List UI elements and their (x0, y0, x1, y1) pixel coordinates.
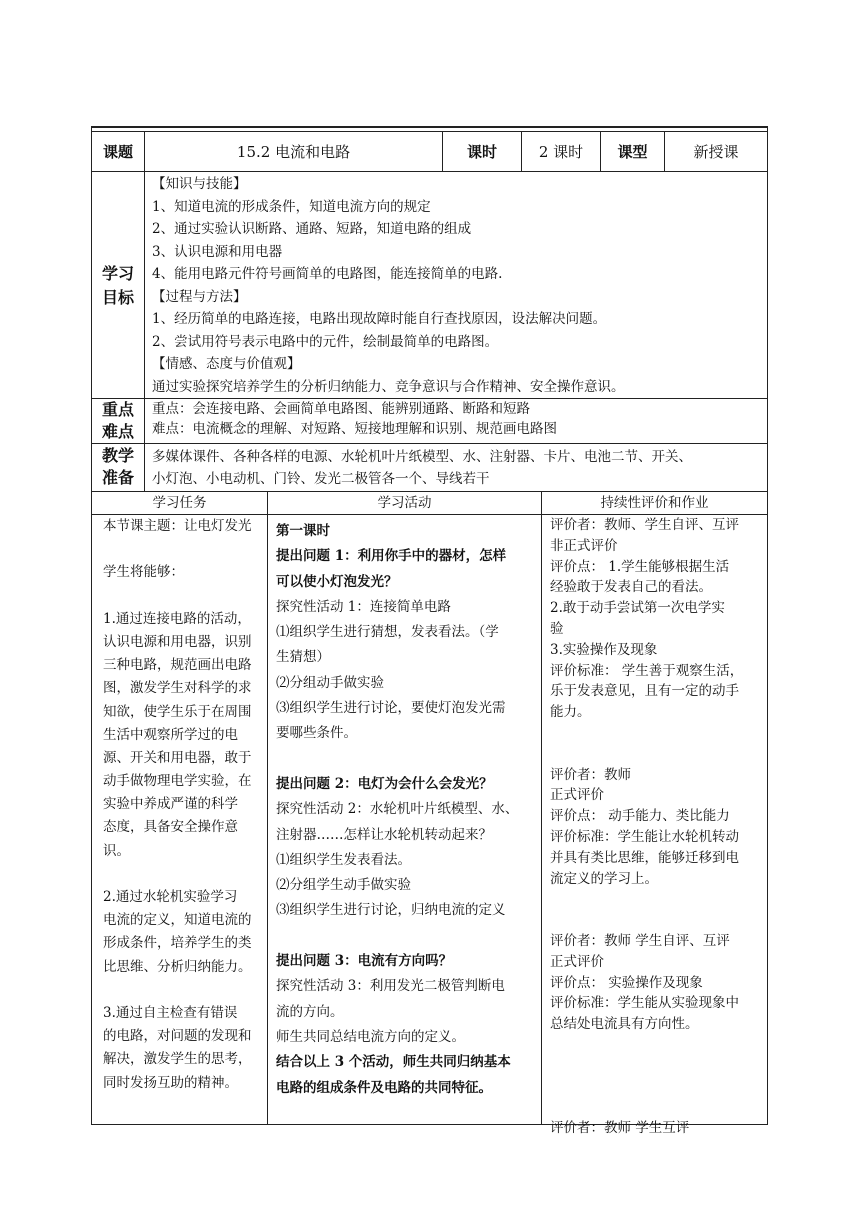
text-line: ⑵分组动手做实验 (276, 674, 384, 691)
text-line (550, 910, 765, 931)
text-line: 2、尝试用符号表示电路中的元件，绘制最简单的电路图。 (152, 333, 499, 350)
text-line: ⑴组织学生进行猜想，发表看法。（学 (276, 624, 499, 641)
topic-label: 课题 (102, 142, 133, 161)
activities-content (276, 519, 538, 1101)
text-line: 3、认识电源和用电器 (152, 243, 283, 260)
text-line: 难点：电流概念的理解、对短路、短接地理解和识别、规范画电路图 (152, 421, 557, 437)
text-line: 生活中观察所学过的电 (103, 726, 238, 743)
text-line: 电路的组成条件及电路的共同特征。 (276, 1079, 492, 1096)
text-line: 的电路，对问题的发现和 (103, 1028, 252, 1045)
text-line: 1、知道电流的形成条件，知道电流方向的规定 (152, 198, 431, 215)
text-line: 探究性活动 2：水轮机叶片纸模型、水、 (276, 801, 519, 818)
goals-content (152, 173, 764, 398)
text-line (276, 747, 538, 772)
text-line: 要哪些条件。 (276, 725, 357, 742)
text-line: 提出问题 2：电灯为会什么会发光？ (276, 775, 493, 792)
text-line: 评价标准： 学生善于观察生活， (550, 662, 744, 679)
text-line: 2.通过水轮机实验学习 (103, 889, 238, 905)
text-line: 评价者：教师 学生自评、互评 (550, 932, 730, 949)
keypoints-content (152, 399, 764, 439)
keypoints-label-line: 重点 (101, 400, 134, 419)
text-line: 形成条件，培养学生的类 (103, 935, 252, 952)
text-line: 流的方向。 (276, 1003, 344, 1020)
hours-label: 课时 (466, 142, 497, 161)
type-label: 课型 (617, 142, 648, 161)
text-line: 【知识与技能】 (152, 176, 247, 192)
text-line: 小灯泡、小电动机、门铃、发光二极管各一个、导线若干 (152, 471, 490, 487)
text-line: 经验敢于发表自己的看法。 (550, 579, 712, 596)
text-line: 【过程与方法】 (152, 288, 247, 305)
preparation-label-line: 准备 (101, 468, 134, 487)
text-line: 识。 (103, 842, 130, 859)
text-line: 3.实验操作及现象 (550, 641, 658, 658)
text-line: ⑶组织学生进行讨论，归纳电流的定义 (276, 902, 506, 919)
text-line: 动手做物理电学实验，在 (103, 773, 252, 790)
text-line: 正式评价 (550, 787, 604, 804)
goals-label (92, 262, 144, 310)
text-line: 实验中养成严谨的科学 (103, 796, 238, 813)
text-line: 评价点： 1.学生能够根据生活 (550, 558, 730, 575)
text-line: 探究性活动 3：利用发光二极管判断电 (276, 978, 505, 995)
text-line (550, 1077, 765, 1098)
text-line: 正式评价 (550, 953, 604, 970)
text-line: 2、通过实验认识断路、通路、短路，知道电路的组成 (152, 221, 472, 237)
text-line: 态度，具备安全操作意 (103, 819, 238, 836)
text-line: 师生共同总结电流方向的定义。 (276, 1028, 465, 1045)
tasks-header: 学习任务 (152, 495, 207, 511)
topic-value: 15.2 电流和电路 (236, 142, 351, 161)
text-line: 并具有类比思维，能够迁移到电 (550, 849, 739, 866)
text-line (550, 1056, 765, 1077)
text-line: 可以使小灯泡发光？ (276, 573, 398, 590)
text-line: 同时发扬互助的精神。 (103, 1074, 238, 1091)
type-value: 新授课 (693, 142, 739, 161)
text-line: 验 (550, 620, 564, 637)
text-line: 知欲，使学生乐于在周围 (103, 703, 252, 720)
text-line: 1、经历简单的电路连接，电路出现故障时能自行查找原因，设法解决问题。 (152, 311, 607, 327)
text-line: 学生将能够： (103, 564, 184, 581)
text-line: 认识电源和用电器，识别 (103, 633, 252, 650)
evaluation-header: 持续性评价和作业 (600, 495, 709, 511)
text-line: 评价点： 动手能力、类比能力 (550, 808, 730, 825)
text-line: 2.敢于动手尝试第一次电学实 (550, 600, 725, 617)
text-line: 提出问题 3：电流有方向吗？ (276, 953, 453, 970)
text-line (550, 723, 765, 744)
preparation-label (92, 445, 144, 489)
text-line (103, 863, 265, 886)
text-line: 电流的定义，知道电流的 (103, 912, 252, 929)
goals-label-line: 学习 (101, 264, 134, 283)
keypoints-label-line: 难点 (101, 422, 134, 441)
text-line (103, 585, 265, 608)
text-line: 第一课时 (276, 523, 330, 539)
text-line: 重点：会连接电路、会画简单电路图、能辨别通路、断路和短路 (152, 401, 530, 417)
text-line: 解决，激发学生的思考， (103, 1051, 252, 1068)
text-line: 总结处电流具有方向性。 (550, 1016, 699, 1033)
text-line: 多媒体课件、各种各样的电源、水轮机叶片纸模型、水、注射器、卡片、电池二节、开关、 (152, 449, 692, 465)
text-line (550, 889, 765, 910)
text-line: 【情感、态度与价值观】 (152, 356, 301, 372)
text-line: 评价者：教师、学生自评、互评 (550, 517, 739, 533)
text-line: 本节课主题：让电灯发光 (103, 518, 252, 534)
text-line: 结合以上 3 个活动，师生共同归纳基本 (276, 1054, 511, 1071)
text-line: 3.通过自主检查有错误 (103, 1004, 238, 1021)
text-line (103, 979, 265, 1002)
text-line: 探究性活动 1：连接简单电路 (276, 598, 451, 615)
text-line: 评价者：教师 (550, 766, 631, 783)
text-line (550, 1097, 765, 1118)
text-line: 生猜想） (276, 649, 330, 666)
preparation-label-line: 教学 (101, 446, 134, 465)
text-line: 三种电路，规范画出电路 (103, 657, 252, 674)
text-line: 注射器……怎样让水轮机转动起来？ (276, 826, 492, 843)
text-line (276, 924, 538, 949)
text-line: ⑴组织学生发表看法。 (276, 851, 411, 868)
text-line: 1.通过连接电路的活动， (103, 610, 251, 627)
text-line: 提出问题 1：利用你手中的器材，怎样 (276, 548, 507, 565)
hours-value: 2 课时 (538, 142, 584, 161)
text-line: 评价点： 实验操作及现象 (550, 974, 703, 991)
tasks-content (103, 515, 265, 1095)
text-line (103, 538, 265, 561)
text-line: 源、开关和用电器，敢于 (103, 749, 252, 766)
evaluation-content (550, 515, 765, 1139)
preparation-content (152, 446, 764, 490)
goals-label-line: 目标 (101, 288, 134, 307)
text-line: 非正式评价 (550, 537, 618, 554)
text-line: 4、能用电路元件符号画简单的电路图，能连接简单的电路. (152, 266, 503, 282)
text-line: ⑶组织学生进行讨论，要使灯泡发光需 (276, 700, 506, 717)
text-line: 流定义的学习上。 (550, 870, 658, 887)
text-line: 图，激发学生对科学的求 (103, 680, 252, 697)
text-line: 能力。 (550, 704, 591, 721)
keypoints-label (92, 399, 144, 443)
text-line: 评价者：教师 学生互评 (550, 1120, 690, 1137)
activities-header: 学习活动 (377, 495, 432, 511)
text-line: 比思维、分析归纳能力。 (103, 958, 252, 975)
text-line: 乐于发表意见，且有一定的动手 (550, 683, 739, 700)
text-line (550, 744, 765, 765)
text-line: 通过实验探究培养学生的分析归纳能力、竞争意识与合作精神、安全操作意识。 (152, 378, 625, 395)
text-line: ⑵分组学生动手做实验 (276, 877, 411, 894)
text-line: 评价标准：学生能让水轮机转动 (550, 828, 739, 845)
text-line: 评价标准：学生能从实验现象中 (550, 995, 739, 1012)
text-line (550, 1035, 765, 1056)
